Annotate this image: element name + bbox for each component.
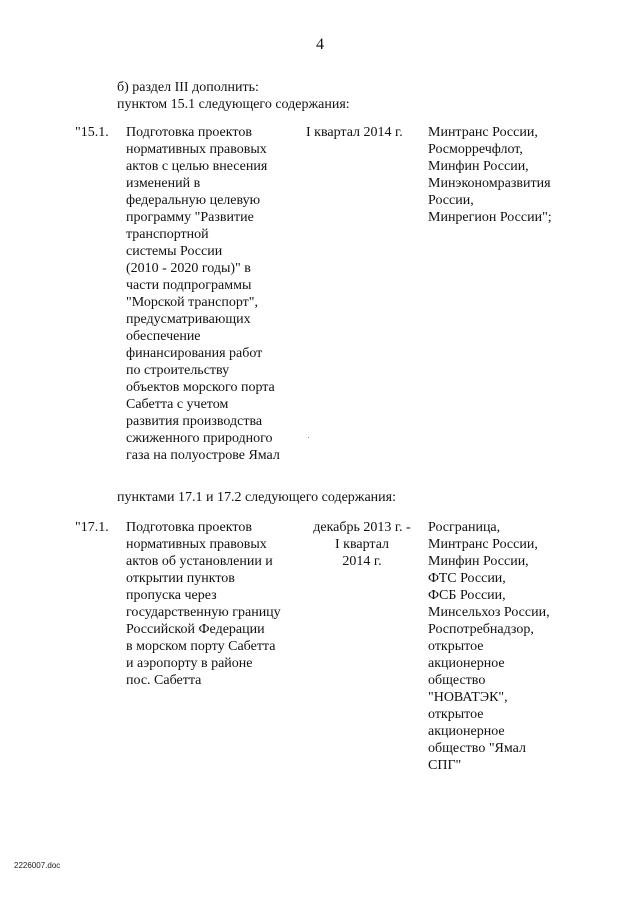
- intro-line-3: пунктами 17.1 и 17.2 следующего содержания:: [117, 490, 396, 505]
- description-line: государственную границу: [126, 605, 281, 620]
- description-line: нормативных правовых: [126, 142, 267, 157]
- description-line: развития производства: [126, 414, 263, 429]
- description-line: Подготовка проектов: [126, 520, 252, 535]
- description-line: пос. Сабетта: [126, 673, 202, 688]
- description-line: и аэропорту в районе: [126, 656, 253, 671]
- description-line: предусматривающих: [126, 312, 251, 327]
- description-line: актов об установлении и: [126, 554, 273, 569]
- item-term: [306, 124, 403, 141]
- description-line: нормативных правовых: [126, 537, 267, 552]
- item-term: [300, 519, 424, 570]
- executor-line: акционерное: [428, 724, 505, 739]
- item-description: [126, 124, 296, 464]
- executor-line: Минрегион России";: [428, 210, 552, 225]
- footer-filename: 2226007.doc: [14, 861, 61, 870]
- term-line: I квартал: [334, 537, 390, 552]
- description-line: части подпрограммы: [126, 278, 252, 293]
- executor-line: Роспотребнадзор,: [428, 622, 534, 637]
- description-line: объектов морского порта: [126, 380, 275, 395]
- term-line: 2014 г.: [342, 554, 382, 569]
- description-line: Российской Федерации: [126, 622, 265, 637]
- description-line: системы России: [126, 244, 223, 259]
- executor-line: общество: [428, 673, 486, 688]
- executor-line: Минфин России,: [428, 554, 529, 569]
- description-line: обеспечение: [126, 329, 201, 344]
- description-line: "Морской транспорт",: [126, 295, 258, 310]
- executor-line: Росморречфлот,: [428, 142, 523, 157]
- intro-line-2: пунктом 15.1 следующего содержания:: [117, 97, 350, 112]
- executor-line: Минтранс России,: [428, 537, 538, 552]
- executor-line: Минтранс России,: [428, 125, 538, 140]
- intro-line-1: б) раздел III дополнить:: [117, 80, 259, 95]
- description-line: программу "Развитие: [126, 210, 254, 225]
- description-line: изменений в: [126, 176, 201, 191]
- executor-line: открытое: [428, 639, 484, 654]
- term-line: декабрь 2013 г. -: [313, 520, 411, 535]
- item-executors: [428, 519, 550, 774]
- item-number: "17.1.: [75, 520, 109, 535]
- description-line: Сабетта с учетом: [126, 397, 229, 412]
- description-line: Подготовка проектов: [126, 125, 252, 140]
- description-line: транспортной: [126, 227, 209, 242]
- executor-line: акционерное: [428, 656, 505, 671]
- executor-line: ФТС России,: [428, 571, 506, 586]
- executor-line: Минсельхоз России,: [428, 605, 550, 620]
- description-line: газа на полуострове Ямал: [126, 448, 280, 463]
- executor-line: ФСБ России,: [428, 588, 506, 603]
- executor-line: "НОВАТЭК",: [428, 690, 508, 705]
- description-line: финансирования работ: [126, 346, 263, 361]
- item-number: "15.1.: [75, 125, 109, 140]
- description-line: актов с целью внесения: [126, 159, 268, 174]
- executor-line: СПГ": [428, 758, 462, 773]
- executor-line: общество "Ямал: [428, 741, 526, 756]
- executor-line: открытое: [428, 707, 484, 722]
- description-line: федеральную целевую: [126, 193, 261, 208]
- description-line: по строительству: [126, 363, 230, 378]
- description-line: сжиженного природного: [126, 431, 273, 446]
- description-line: в морском порту Сабетта: [126, 639, 276, 654]
- executor-line: России,: [428, 193, 474, 208]
- description-line: (2010 - 2020 годы)" в: [126, 261, 251, 276]
- executor-line: Росграница,: [428, 520, 501, 535]
- scan-speck: [308, 437, 309, 438]
- term-line: I квартал 2014 г.: [306, 125, 403, 140]
- item-description: [126, 519, 296, 689]
- description-line: открытии пунктов: [126, 571, 235, 586]
- description-line: пропуска через: [126, 588, 217, 603]
- executor-line: Минэкономразвития: [428, 176, 551, 191]
- executor-line: Минфин России,: [428, 159, 529, 174]
- item-executors: [428, 124, 552, 226]
- page-number: 4: [316, 36, 324, 53]
